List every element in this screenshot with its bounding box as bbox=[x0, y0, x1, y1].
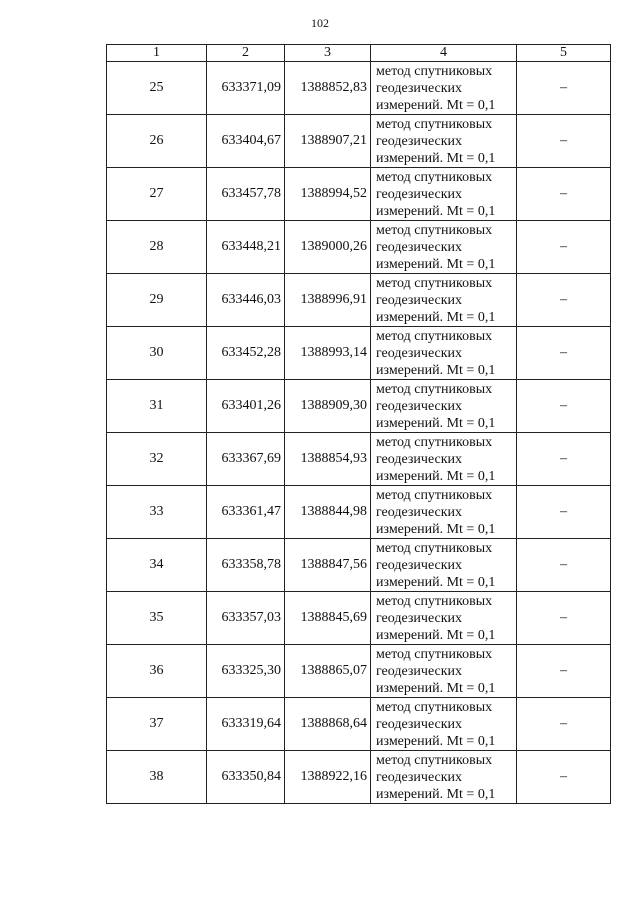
point-number-cell: 29 bbox=[107, 274, 207, 327]
x-coordinate-cell: 633446,03 bbox=[207, 274, 285, 327]
method-text-line: измерений. Mt = 0,1 bbox=[376, 150, 496, 166]
method-cell bbox=[371, 698, 517, 751]
method-text-line: геодезических bbox=[376, 716, 463, 732]
table-row bbox=[107, 327, 611, 380]
note-cell: – bbox=[517, 62, 611, 115]
table-row bbox=[107, 592, 611, 645]
table-row bbox=[107, 274, 611, 327]
y-coordinate-cell: 1388852,83 bbox=[285, 62, 371, 115]
table-header-row bbox=[107, 45, 611, 62]
method-cell bbox=[371, 645, 517, 698]
page-number: 102 bbox=[311, 16, 329, 30]
method-text-line: геодезических bbox=[376, 239, 463, 255]
method-text-line: измерений. Mt = 0,1 bbox=[376, 256, 496, 272]
method-text-line: измерений. Mt = 0,1 bbox=[376, 786, 496, 802]
header-cell-5: 5 bbox=[517, 45, 611, 62]
y-coordinate-cell: 1388909,30 bbox=[285, 380, 371, 433]
x-coordinate-cell: 633448,21 bbox=[207, 221, 285, 274]
method-text-line: геодезических bbox=[376, 504, 463, 520]
table-row bbox=[107, 645, 611, 698]
point-number-cell: 31 bbox=[107, 380, 207, 433]
note-cell: – bbox=[517, 433, 611, 486]
method-text-line: геодезических bbox=[376, 557, 463, 573]
method-text-line: геодезических bbox=[376, 186, 463, 202]
x-coordinate-cell: 633358,78 bbox=[207, 539, 285, 592]
coordinates-table bbox=[106, 44, 611, 804]
method-cell bbox=[371, 751, 517, 804]
note-cell: – bbox=[517, 486, 611, 539]
x-coordinate-cell: 633457,78 bbox=[207, 168, 285, 221]
method-cell bbox=[371, 486, 517, 539]
table-row bbox=[107, 380, 611, 433]
x-coordinate-cell: 633452,28 bbox=[207, 327, 285, 380]
x-coordinate-cell: 633401,26 bbox=[207, 380, 285, 433]
method-cell bbox=[371, 539, 517, 592]
y-coordinate-cell: 1388996,91 bbox=[285, 274, 371, 327]
point-number-cell: 32 bbox=[107, 433, 207, 486]
method-cell bbox=[371, 221, 517, 274]
method-text-line: измерений. Mt = 0,1 bbox=[376, 309, 496, 325]
point-number-cell: 26 bbox=[107, 115, 207, 168]
method-text-line: измерений. Mt = 0,1 bbox=[376, 521, 496, 537]
header-cell-4: 4 bbox=[371, 45, 517, 62]
y-coordinate-cell: 1388868,64 bbox=[285, 698, 371, 751]
method-text-line: метод спутниковых bbox=[376, 328, 493, 344]
x-coordinate-cell: 633404,67 bbox=[207, 115, 285, 168]
method-text-line: метод спутниковых bbox=[376, 752, 493, 768]
header-cell-3: 3 bbox=[285, 45, 371, 62]
point-number-cell: 34 bbox=[107, 539, 207, 592]
point-number-cell: 35 bbox=[107, 592, 207, 645]
note-cell: – bbox=[517, 592, 611, 645]
note-cell: – bbox=[517, 168, 611, 221]
note-cell: – bbox=[517, 698, 611, 751]
method-text-line: геодезических bbox=[376, 769, 463, 785]
point-number-cell: 36 bbox=[107, 645, 207, 698]
method-text-line: метод спутниковых bbox=[376, 487, 493, 503]
method-text-line: метод спутниковых bbox=[376, 222, 493, 238]
method-text-line: измерений. Mt = 0,1 bbox=[376, 415, 496, 431]
y-coordinate-cell: 1388845,69 bbox=[285, 592, 371, 645]
y-coordinate-cell: 1388854,93 bbox=[285, 433, 371, 486]
method-text-line: метод спутниковых bbox=[376, 699, 493, 715]
method-text-line: измерений. Mt = 0,1 bbox=[376, 203, 496, 219]
method-cell bbox=[371, 433, 517, 486]
method-text-line: измерений. Mt = 0,1 bbox=[376, 97, 496, 113]
method-text-line: измерений. Mt = 0,1 bbox=[376, 627, 496, 643]
table-body bbox=[107, 45, 611, 804]
header-cell-2: 2 bbox=[207, 45, 285, 62]
note-cell: – bbox=[517, 539, 611, 592]
method-cell bbox=[371, 115, 517, 168]
note-cell: – bbox=[517, 274, 611, 327]
table-row bbox=[107, 433, 611, 486]
table-row bbox=[107, 698, 611, 751]
table-row bbox=[107, 62, 611, 115]
method-text-line: метод спутниковых bbox=[376, 434, 493, 450]
y-coordinate-cell: 1389000,26 bbox=[285, 221, 371, 274]
point-number-cell: 25 bbox=[107, 62, 207, 115]
x-coordinate-cell: 633319,64 bbox=[207, 698, 285, 751]
method-cell bbox=[371, 274, 517, 327]
method-text-line: геодезических bbox=[376, 133, 463, 149]
note-cell: – bbox=[517, 751, 611, 804]
x-coordinate-cell: 633361,47 bbox=[207, 486, 285, 539]
method-text-line: геодезических bbox=[376, 80, 463, 96]
y-coordinate-cell: 1388994,52 bbox=[285, 168, 371, 221]
point-number-cell: 33 bbox=[107, 486, 207, 539]
method-cell bbox=[371, 62, 517, 115]
method-text-line: геодезических bbox=[376, 610, 463, 626]
method-text-line: геодезических bbox=[376, 451, 463, 467]
note-cell: – bbox=[517, 380, 611, 433]
note-cell: – bbox=[517, 115, 611, 168]
header-cell-1: 1 bbox=[107, 45, 207, 62]
method-text-line: метод спутниковых bbox=[376, 646, 493, 662]
note-cell: – bbox=[517, 221, 611, 274]
point-number-cell: 27 bbox=[107, 168, 207, 221]
y-coordinate-cell: 1388844,98 bbox=[285, 486, 371, 539]
point-number-cell: 30 bbox=[107, 327, 207, 380]
table-row bbox=[107, 486, 611, 539]
method-text-line: метод спутниковых bbox=[376, 381, 493, 397]
method-text-line: метод спутниковых bbox=[376, 540, 493, 556]
point-number-cell: 28 bbox=[107, 221, 207, 274]
x-coordinate-cell: 633367,69 bbox=[207, 433, 285, 486]
note-cell: – bbox=[517, 645, 611, 698]
method-cell bbox=[371, 327, 517, 380]
method-text-line: геодезических bbox=[376, 345, 463, 361]
method-text-line: метод спутниковых bbox=[376, 116, 493, 132]
point-number-cell: 37 bbox=[107, 698, 207, 751]
x-coordinate-cell: 633325,30 bbox=[207, 645, 285, 698]
method-text-line: геодезических bbox=[376, 663, 463, 679]
note-cell: – bbox=[517, 327, 611, 380]
method-text-line: измерений. Mt = 0,1 bbox=[376, 733, 496, 749]
method-text-line: метод спутниковых bbox=[376, 169, 493, 185]
method-cell bbox=[371, 380, 517, 433]
x-coordinate-cell: 633371,09 bbox=[207, 62, 285, 115]
point-number-cell: 38 bbox=[107, 751, 207, 804]
method-text-line: измерений. Mt = 0,1 bbox=[376, 574, 496, 590]
table-row bbox=[107, 751, 611, 804]
method-text-line: измерений. Mt = 0,1 bbox=[376, 468, 496, 484]
y-coordinate-cell: 1388922,16 bbox=[285, 751, 371, 804]
y-coordinate-cell: 1388993,14 bbox=[285, 327, 371, 380]
method-text-line: метод спутниковых bbox=[376, 593, 493, 609]
method-text-line: метод спутниковых bbox=[376, 275, 493, 291]
table-row bbox=[107, 539, 611, 592]
table-row bbox=[107, 115, 611, 168]
y-coordinate-cell: 1388865,07 bbox=[285, 645, 371, 698]
method-text-line: метод спутниковых bbox=[376, 63, 493, 79]
method-text-line: измерений. Mt = 0,1 bbox=[376, 362, 496, 378]
method-text-line: измерений. Mt = 0,1 bbox=[376, 680, 496, 696]
y-coordinate-cell: 1388907,21 bbox=[285, 115, 371, 168]
table-row bbox=[107, 168, 611, 221]
x-coordinate-cell: 633357,03 bbox=[207, 592, 285, 645]
method-cell bbox=[371, 592, 517, 645]
table-row bbox=[107, 221, 611, 274]
y-coordinate-cell: 1388847,56 bbox=[285, 539, 371, 592]
method-text-line: геодезических bbox=[376, 398, 463, 414]
method-text-line: геодезических bbox=[376, 292, 463, 308]
method-cell bbox=[371, 168, 517, 221]
x-coordinate-cell: 633350,84 bbox=[207, 751, 285, 804]
